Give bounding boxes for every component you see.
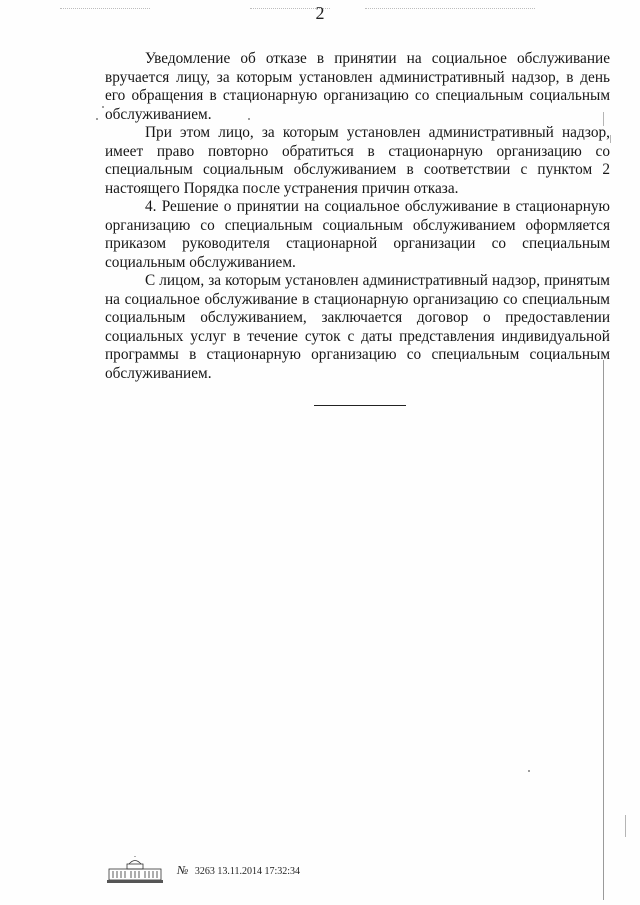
building-logo-icon	[105, 856, 165, 884]
scan-artifact	[102, 106, 104, 108]
paragraph: При этом лицо, за которым установлен административный надзор, имеет право повторно обратиться в стационарную организацию со специальным социальным обслуживанием в соответствии с пунктом 2 настоящего Порядка после устранения причин отказа.	[105, 124, 610, 197]
document-body	[105, 50, 610, 383]
scan-artifact	[603, 112, 604, 126]
end-separator-line	[314, 405, 406, 406]
paragraph: Уведомление об отказе в принятии на социальное обслуживание вручается лицу, за которым установлен административный надзор, в день его обращения в стационарную организацию со специальным социальным обслуживанием.	[105, 50, 610, 123]
registration-footer	[105, 855, 300, 885]
registration-number-date: 3263 13.11.2014 17:32:34	[194, 865, 301, 877]
scan-artifact	[625, 815, 626, 837]
scan-artifact	[610, 135, 611, 143]
paragraph: 4. Решение о принятии на социальное обслуживание в стационарную организацию со специальным социальным обслуживанием оформляется приказом руководителя стационарной организации со специальным социальным обслуживанием.	[105, 198, 610, 271]
scan-artifact	[96, 118, 98, 120]
page-number: 2	[315, 3, 325, 23]
paragraph: С лицом, за которым установлен административный надзор, принятым на социальное обслуживание в стационарную организацию со специальным социальным обслуживанием, заключается договор о предоставлении социальных услуг в течение суток с даты представления индивидуальной программы в стационарную организацию со специальным социальным обслуживанием.	[105, 272, 610, 382]
scan-edge-line	[603, 360, 604, 900]
scan-artifact	[248, 118, 250, 120]
registration-stamp	[177, 863, 300, 878]
scan-artifact	[528, 770, 530, 772]
number-sign: №	[177, 862, 189, 877]
